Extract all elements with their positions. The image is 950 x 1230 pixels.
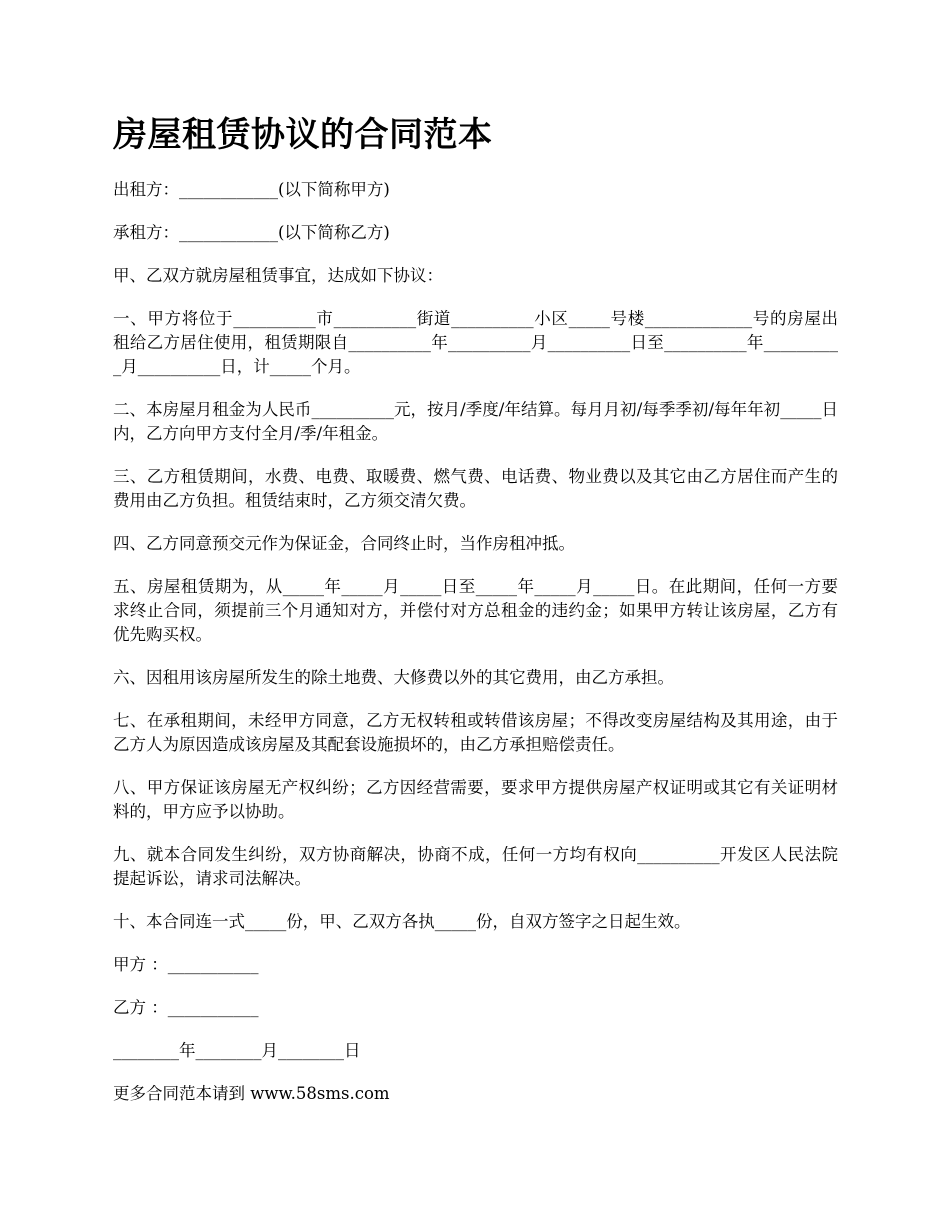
party-b-signature-line: 乙方 ：___________ <box>113 998 259 1017</box>
document-title: 房屋租赁协议的合同范本 <box>113 115 493 155</box>
clause-7: 七、在承租期间，未经甲方同意，乙方无权转租或转借该房屋；不得改变房屋结构及其用途，由于乙方人为原因造成该房屋及其配套设施损坏的，由乙方承担赔偿责任。 <box>113 711 838 754</box>
agreement-intro: 甲、乙双方就房屋租赁事宜，达成如下协议： <box>113 266 443 285</box>
signing-date-line: ________年________月________日 <box>113 1041 361 1060</box>
clause-8: 八、甲方保证该房屋无产权纠纷；乙方因经营需要，要求甲方提供房屋产权证明或其它有关证明材料的，甲方应予以协助。 <box>113 778 838 821</box>
clause-5: 五、房屋租赁期为，从_____年_____月_____日至_____年_____月_____日。在此期间，任何一方要求终止合同，须提前三个月通知对方，并偿付对方总租金的违约金；如果甲方转让该房屋，乙方有优先购买权。 <box>113 577 838 644</box>
clause-2: 二、本房屋月租金为人民币__________元，按月/季度/年结算。每月月初/每季季初/每年年初_____日内，乙方向甲方支付全月/季/年租金。 <box>113 400 838 443</box>
document-body <box>113 178 838 1125</box>
clause-3: 三、乙方租赁期间，水费、电费、取暖费、燃气费、电话费、物业费以及其它由乙方居住而产生的费用由乙方负担。租赁结束时，乙方须交清欠费。 <box>113 467 838 510</box>
website-footer-note: 更多合同范本请到 www.58sms.com <box>113 1084 390 1103</box>
clause-9: 九、就本合同发生纠纷，双方协商解决，协商不成，任何一方均有权向__________开发区人民法院提起诉讼，请求司法解决。 <box>113 845 838 888</box>
party-a-signature-line: 甲方 ：___________ <box>113 955 259 974</box>
lessee-line: 承租方：____________(以下简称乙方) <box>113 223 390 242</box>
clause-10: 十、本合同连一式_____份，甲、乙双方各执_____份，自双方签字之日起生效。 <box>113 912 691 931</box>
clause-1: 一、甲方将位于__________市__________街道__________小区_____号楼_____________号的房屋出租给乙方居住使用，租赁期限自__________年__________月__________日至__________年__________月__________日，计_____个月。 <box>113 309 838 376</box>
lessor-line: 出租方：____________(以下简称甲方) <box>113 180 390 199</box>
clause-4: 四、乙方同意预交元作为保证金，合同终止时，当作房租冲抵。 <box>113 534 575 553</box>
clause-6: 六、因租用该房屋所发生的除土地费、大修费以外的其它费用，由乙方承担。 <box>113 668 674 687</box>
